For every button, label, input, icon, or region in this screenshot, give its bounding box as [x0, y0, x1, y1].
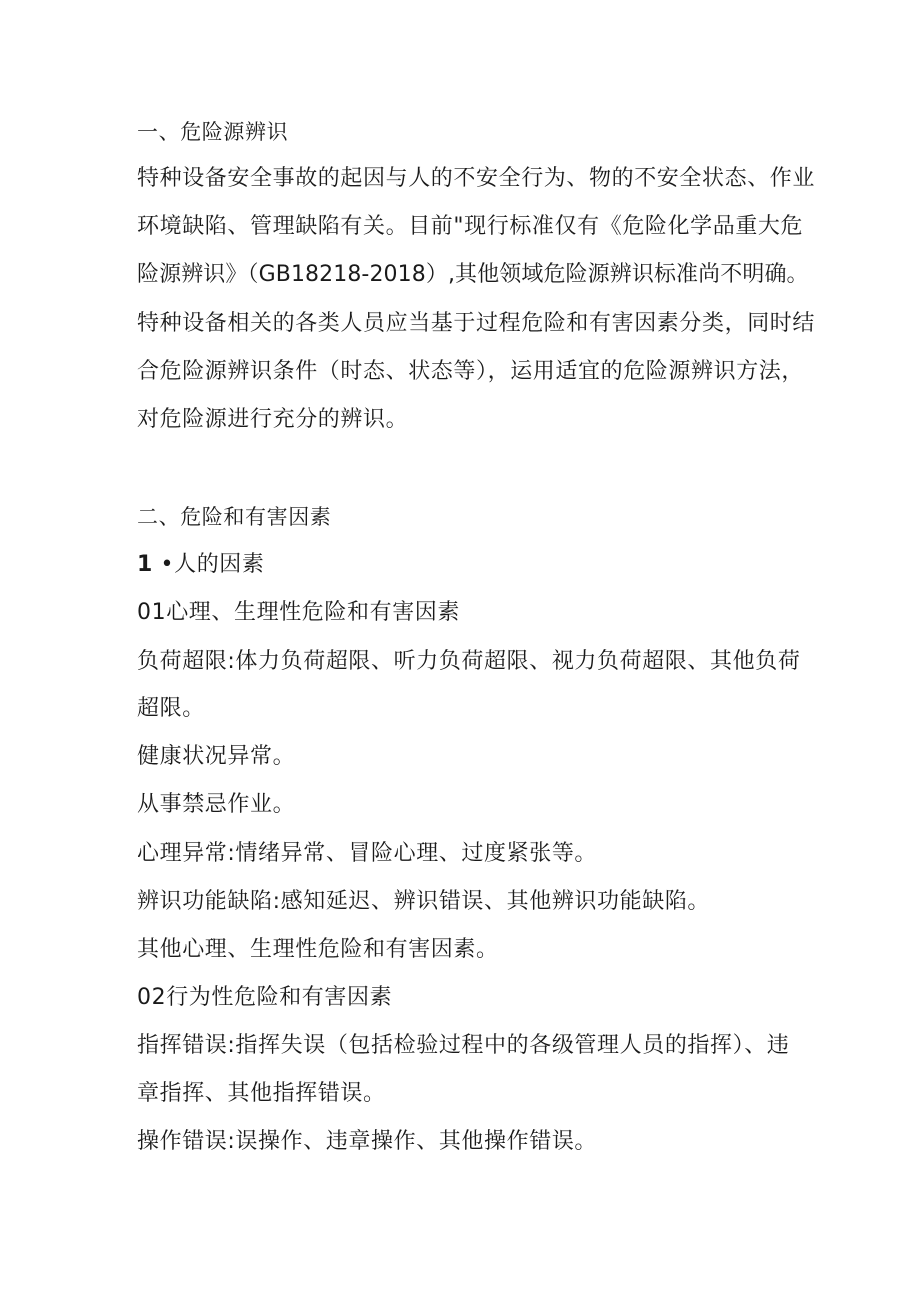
paragraph-line: 环境缺陷、管理缺陷有关。目前"现行标准仅有《危险化学品重大危 [137, 214, 804, 239]
subheading-text: 行为性危险和有害因素 [166, 985, 393, 1010]
paragraph-line: 合危险源辨识条件（时态、状态等），运用适宜的危险源辨识方法， [137, 359, 805, 384]
list-item: 负荷超限:体力负荷超限、听力负荷超限、视力负荷超限、其他负荷 [137, 649, 801, 674]
list-item: 指挥错误:指挥失误（包括检验过程中的各级管理人员的指挥）、违 [137, 1033, 790, 1058]
subheading-text: •人的因素 [160, 552, 265, 577]
list-item: 章指挥、其他指挥错误。 [137, 1081, 386, 1106]
paragraph-line: 特种设备安全事故的起因与人的不安全行为、物的不安全状态、作业 [137, 166, 816, 191]
subheading-number: 1 [137, 552, 153, 577]
list-item: 心理异常:情绪异常、冒险心理、过度紧张等。 [137, 841, 598, 866]
subheading-behavioral [137, 983, 392, 1013]
subheading-number: 02 [137, 985, 167, 1010]
list-item: 操作错误:误操作、违章操作、其他操作错误。 [137, 1129, 598, 1154]
paragraph-line: 特种设备相关的各类人员应当基于过程危险和有害因素分类，同时结 [137, 311, 816, 336]
subheading-number: 01 [137, 600, 167, 625]
list-item: 健康状况异常。 [137, 744, 296, 769]
list-item: 辨识功能缺陷:感知延迟、辨识错误、其他辨识功能缺陷。 [137, 889, 711, 914]
paragraph-line: 对危险源进行充分的辨识。 [137, 407, 409, 432]
section2-title: 二、危险和有害因素 [137, 505, 332, 529]
subheading-psych-physio [137, 598, 460, 628]
list-item: 从事禁忌作业。 [137, 792, 296, 817]
subheading-human-factors [137, 550, 265, 580]
list-item: 超限。 [137, 696, 205, 721]
section1-title: 一、危险源辨识 [137, 120, 289, 144]
list-item: 其他心理、生理性危险和有害因素。 [137, 937, 499, 962]
subheading-text: 心理、生理性危险和有害因素 [166, 600, 461, 625]
paragraph-line: 险源辨识》（GB18218-2018）,其他领域危险源辨识标准尚不明确。 [137, 262, 809, 287]
